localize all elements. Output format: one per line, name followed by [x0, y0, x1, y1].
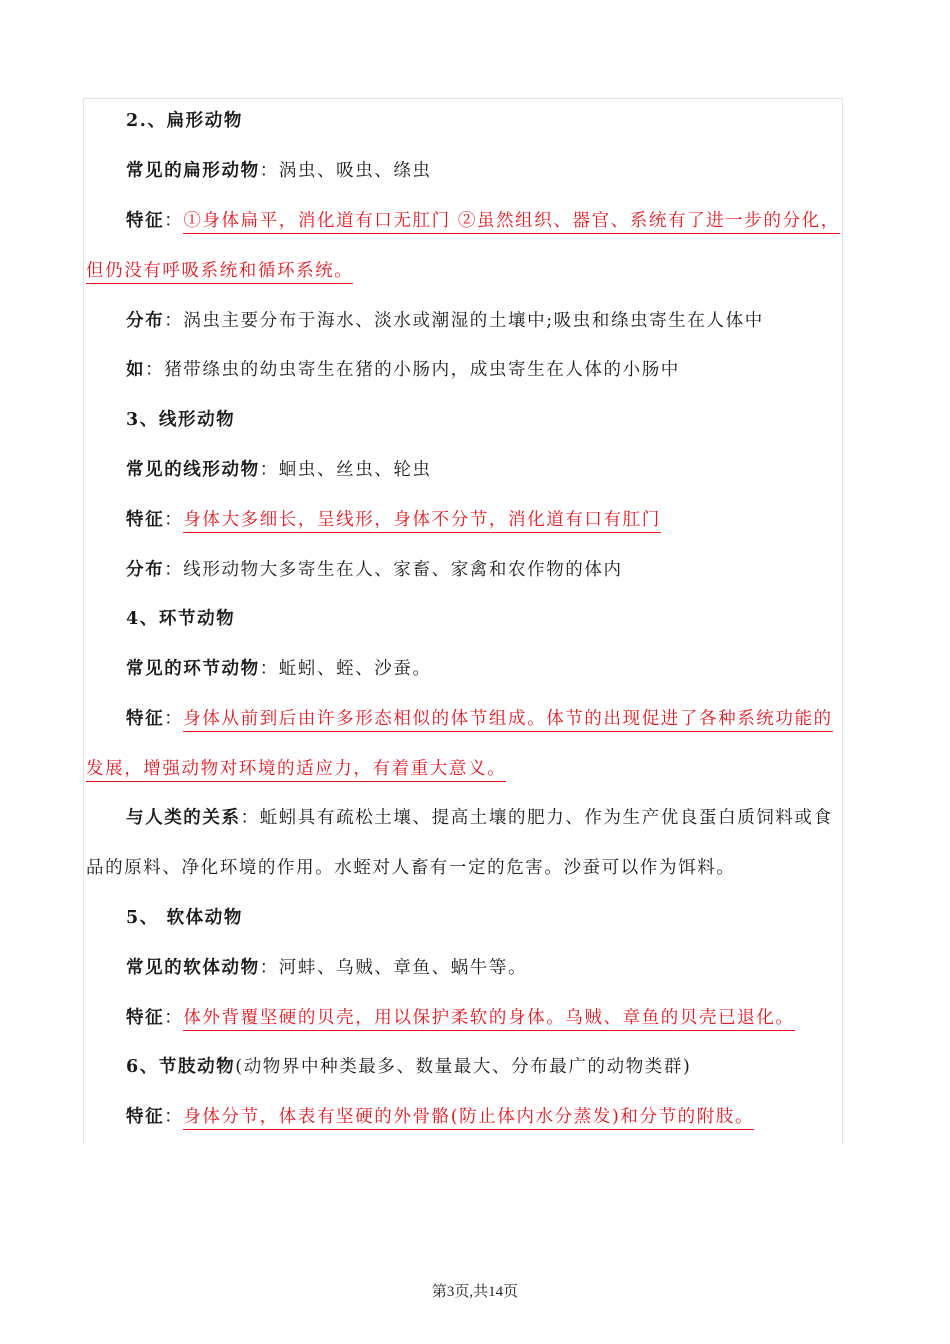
page-indicator: 第3页,共14页 [431, 1284, 519, 1300]
s4-feature-colon: ： [164, 709, 184, 729]
s2-example-text: ：猪带绦虫的幼虫寄生在猪的小肠内，成虫寄生在人体的小肠中 [145, 360, 680, 380]
s4-relation-text-1: ：蚯蚓具有疏松土壤、提高土壤的肥力、作为生产优良蛋白质饲料或食 [240, 808, 833, 828]
s4-feature-row-2 [86, 756, 840, 782]
s3-feature-label: 特征 [126, 510, 165, 530]
s5-common-text: ：河蚌、乌贼、章鱼、蜗牛等。 [259, 958, 528, 978]
s2-feature-highlight-2: 但仍没有呼吸系统和循环系统。 [86, 261, 353, 284]
s5-feature-colon: ： [164, 1008, 184, 1028]
s3-common-text: ：蛔虫、丝虫、轮虫 [259, 460, 432, 480]
section-2-title: 2.、扁形动物 [126, 111, 243, 131]
s4-feature-highlight-1: 身体从前到后由许多形态相似的体节组成。体节的出现促进了各种系统功能的 [183, 709, 832, 732]
section-6-title: 6、节肢动物 [126, 1057, 236, 1077]
s3-dist-text: ：线形动物大多寄生在人、家畜、家禽和农作物的体内 [164, 560, 623, 580]
s2-common-text: ：涡虫、吸虫、绦虫 [259, 161, 432, 181]
s5-feature-label: 特征 [126, 1008, 165, 1028]
s3-common-label: 常见的线形动物 [126, 460, 260, 480]
s4-relation-text-2: 品的原料、净化环境的作用。水蛭对人畜有一定的危害。沙蚕可以作为饵料。 [86, 858, 736, 878]
s5-common-label: 常见的软体动物 [126, 958, 260, 978]
s3-feature-row [86, 507, 840, 533]
s5-feature-highlight: 体外背覆坚硬的贝壳，用以保护柔软的身体。乌贼、章鱼的贝壳已退化。 [183, 1008, 794, 1031]
s2-feature-row-2 [86, 258, 840, 284]
s2-feature-row [86, 208, 840, 234]
s4-feature-row [86, 706, 840, 732]
s4-feature-label: 特征 [126, 709, 165, 729]
s2-common-label: 常见的扁形动物 [126, 161, 260, 181]
s3-dist-label: 分布 [126, 560, 165, 580]
s3-feature-colon: ： [164, 510, 184, 530]
s6-feature-colon: ： [164, 1107, 184, 1127]
s2-feature-label: 特征 [126, 211, 165, 231]
s3-dist-row [86, 557, 840, 583]
section-4-title: 4、环节动物 [126, 609, 236, 629]
s5-feature-row [86, 1005, 840, 1031]
s2-example-label: 如 [126, 360, 146, 380]
s4-common-text: ：蚯蚓、蛭、沙蚕。 [259, 659, 432, 679]
s2-dist-text: ：涡虫主要分布于海水、淡水或潮湿的土壤中;吸虫和绦虫寄生在人体中 [164, 311, 764, 331]
s4-relation-row [86, 805, 840, 831]
s4-feature-highlight-2: 发展，增强动物对环境的适应力，有着重大意义。 [86, 759, 506, 782]
s4-relation-row-2 [86, 855, 840, 881]
s4-relation-label: 与人类的关系 [126, 808, 241, 828]
s5-common-row [86, 955, 840, 981]
section-3-title: 3、线形动物 [126, 410, 236, 430]
s2-feature-colon: ： [164, 211, 184, 231]
s2-dist-label: 分布 [126, 311, 165, 331]
section-5-title: 5、 软体动物 [126, 908, 243, 928]
s6-feature-label: 特征 [126, 1107, 165, 1127]
s6-feature-row [86, 1104, 840, 1130]
section-6-title-row [86, 1054, 840, 1080]
section-6-note: (动物界中种类最多、数量最大、分布最广的动物类群) [235, 1057, 692, 1077]
s2-common-row [86, 158, 840, 184]
s2-dist-row [86, 308, 840, 334]
s6-feature-highlight: 身体分节，体表有坚硬的外骨骼(防止体内水分蒸发)和分节的附肢。 [183, 1107, 754, 1130]
s4-common-label: 常见的环节动物 [126, 659, 260, 679]
s3-common-row [86, 457, 840, 483]
s3-feature-highlight: 身体大多细长，呈线形，身体不分节，消化道有口有肛门 [183, 510, 661, 533]
s4-common-row [86, 656, 840, 682]
s2-feature-highlight-1: ①身体扁平，消化道有口无肛门 ②虽然组织、器官、系统有了进一步的分化， [183, 211, 840, 234]
s2-example-row [86, 357, 840, 383]
